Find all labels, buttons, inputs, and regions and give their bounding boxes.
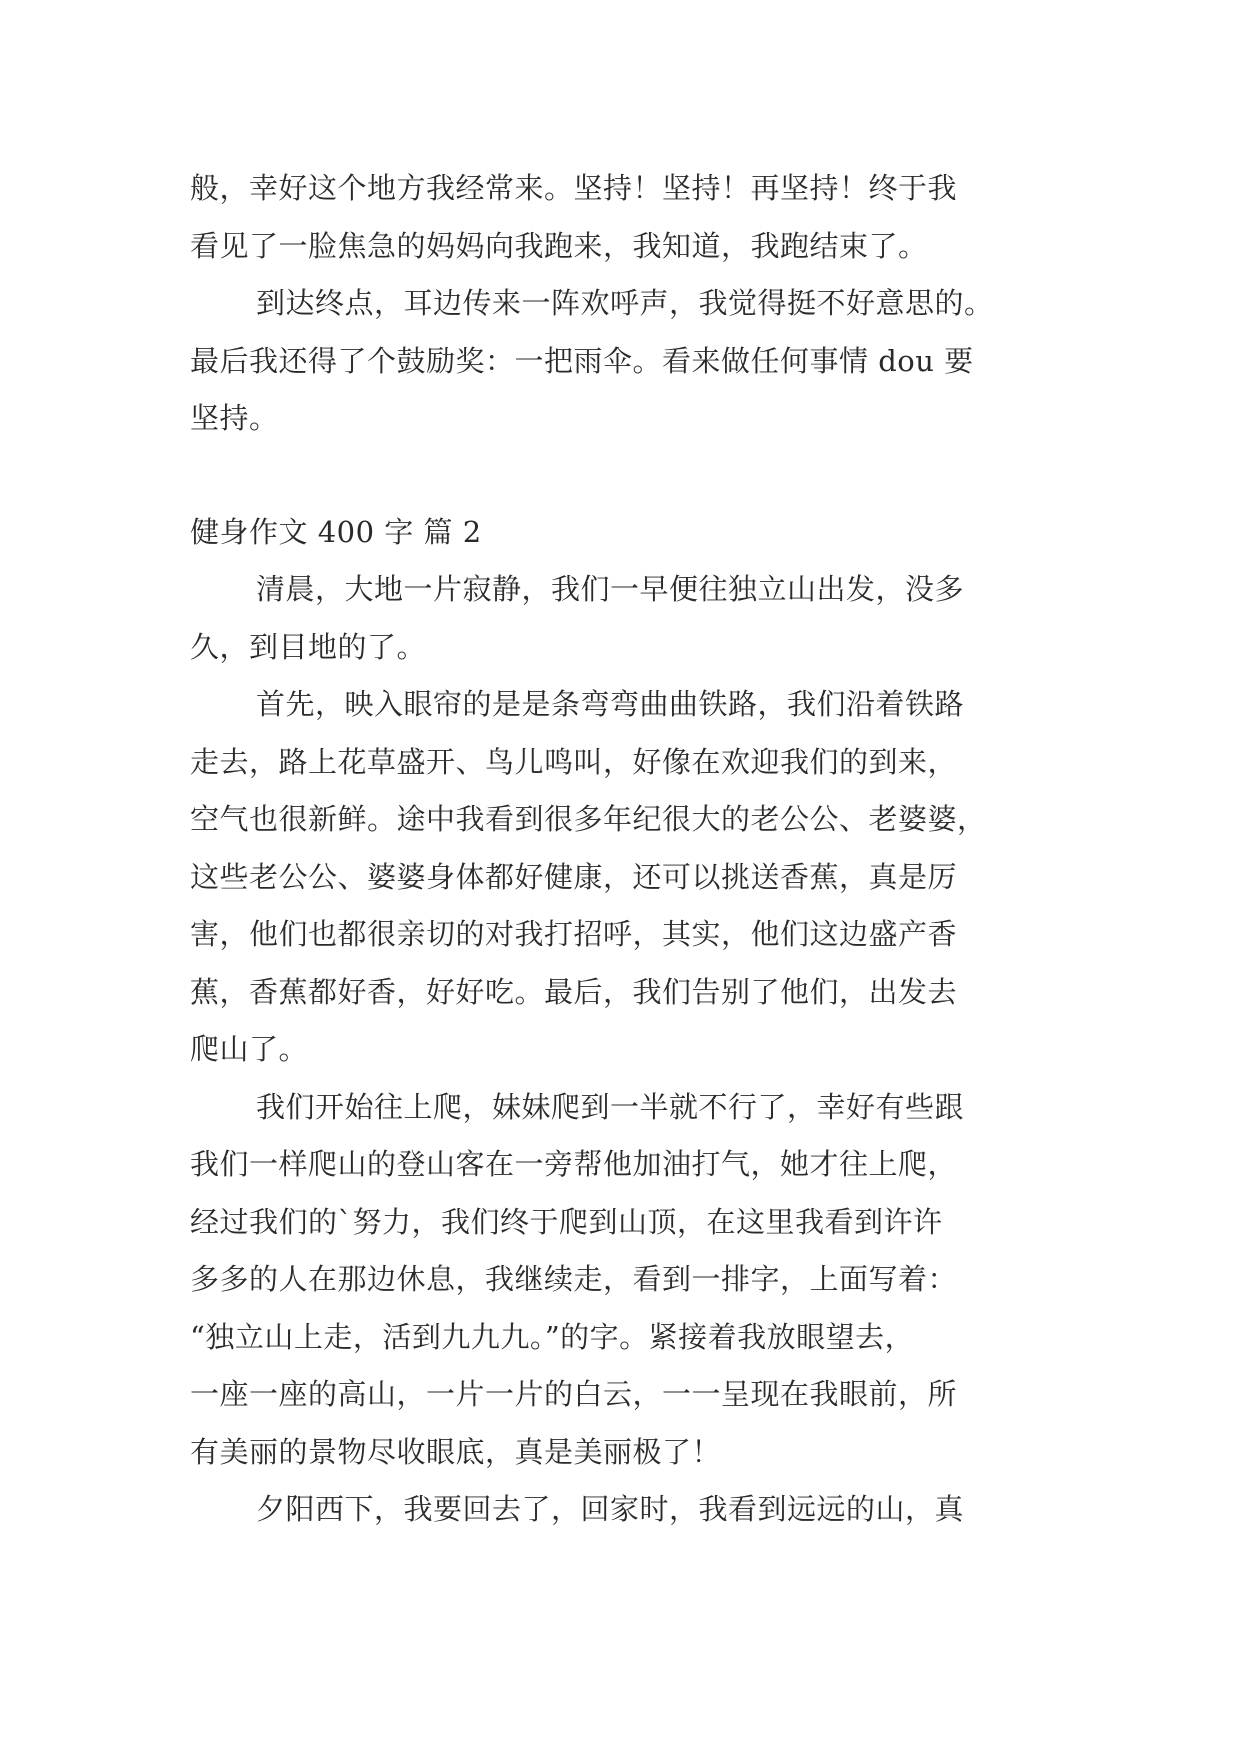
- paragraph-line: “独立山上走，活到九九九。”的字。紧接着我放眼望去，: [190, 1319, 915, 1354]
- paragraph-line: 最后我还得了个鼓励奖：一把雨伞。看来做任何事情 dou 要: [190, 343, 974, 378]
- paragraph-line: 般，幸好这个地方我经常来。坚持！坚持！再坚持！终于我: [190, 171, 958, 205]
- paragraph-line: 看见了一脸焦急的妈妈向我跑来，我知道，我跑结束了。: [190, 228, 928, 263]
- paragraph-line: 坚持。: [190, 401, 279, 435]
- essay-text: [190, 160, 1058, 1539]
- paragraph-line: 害，他们也都很亲切的对我打招呼，其实，他们这边盛产香: [190, 917, 958, 951]
- paragraph-line: 爬山了。: [190, 1032, 309, 1066]
- paragraph-line: 我们开始往上爬，妹妹爬到一半就不行了，幸好有些跟: [256, 1089, 965, 1124]
- paragraph-line: 首先，映入眼帘的是是条弯弯曲曲铁路，我们沿着铁路: [256, 687, 965, 721]
- paragraph-line: 清晨，大地一片寂静，我们一早便往独立山出发，没多: [256, 572, 965, 606]
- paragraph-line: 空气也很新鲜。途中我看到很多年纪很大的老公公、老婆婆，: [190, 802, 987, 836]
- paragraph-line: 有美丽的景物尽收眼底，真是美丽极了！: [190, 1434, 722, 1469]
- paragraph-line: 久，到目地的了。: [190, 629, 427, 664]
- paragraph-line: 多多的人在那边休息，我继续走，看到一排字，上面写着：: [190, 1262, 958, 1296]
- paragraph-line: 走去，路上花草盛开、鸟儿鸣叫，好像在欢迎我们的到来，: [190, 744, 958, 779]
- paragraph-line: 到达终点，耳边传来一阵欢呼声，我觉得挺不好意思的。: [256, 286, 994, 320]
- paragraph-line: 经过我们的`努力，我们终于爬到山顶，在这里我看到许许: [190, 1204, 943, 1239]
- paragraph-line: 夕阳西下，我要回去了，回家时，我看到远远的山，真: [256, 1492, 965, 1526]
- paragraph-line: 蕉，香蕉都好香，好好吃。最后，我们告别了他们，出发去: [190, 974, 958, 1009]
- section-heading: 健身作文 400 字 篇 2: [190, 514, 482, 549]
- paragraph-line: 这些老公公、婆婆身体都好健康，还可以挑送香蕉，真是厉: [190, 859, 958, 894]
- paragraph-line: 我们一样爬山的登山客在一旁帮他加油打气，她才往上爬，: [190, 1147, 958, 1181]
- paragraph-line: 一座一座的高山，一片一片的白云，一一呈现在我眼前，所: [190, 1377, 958, 1411]
